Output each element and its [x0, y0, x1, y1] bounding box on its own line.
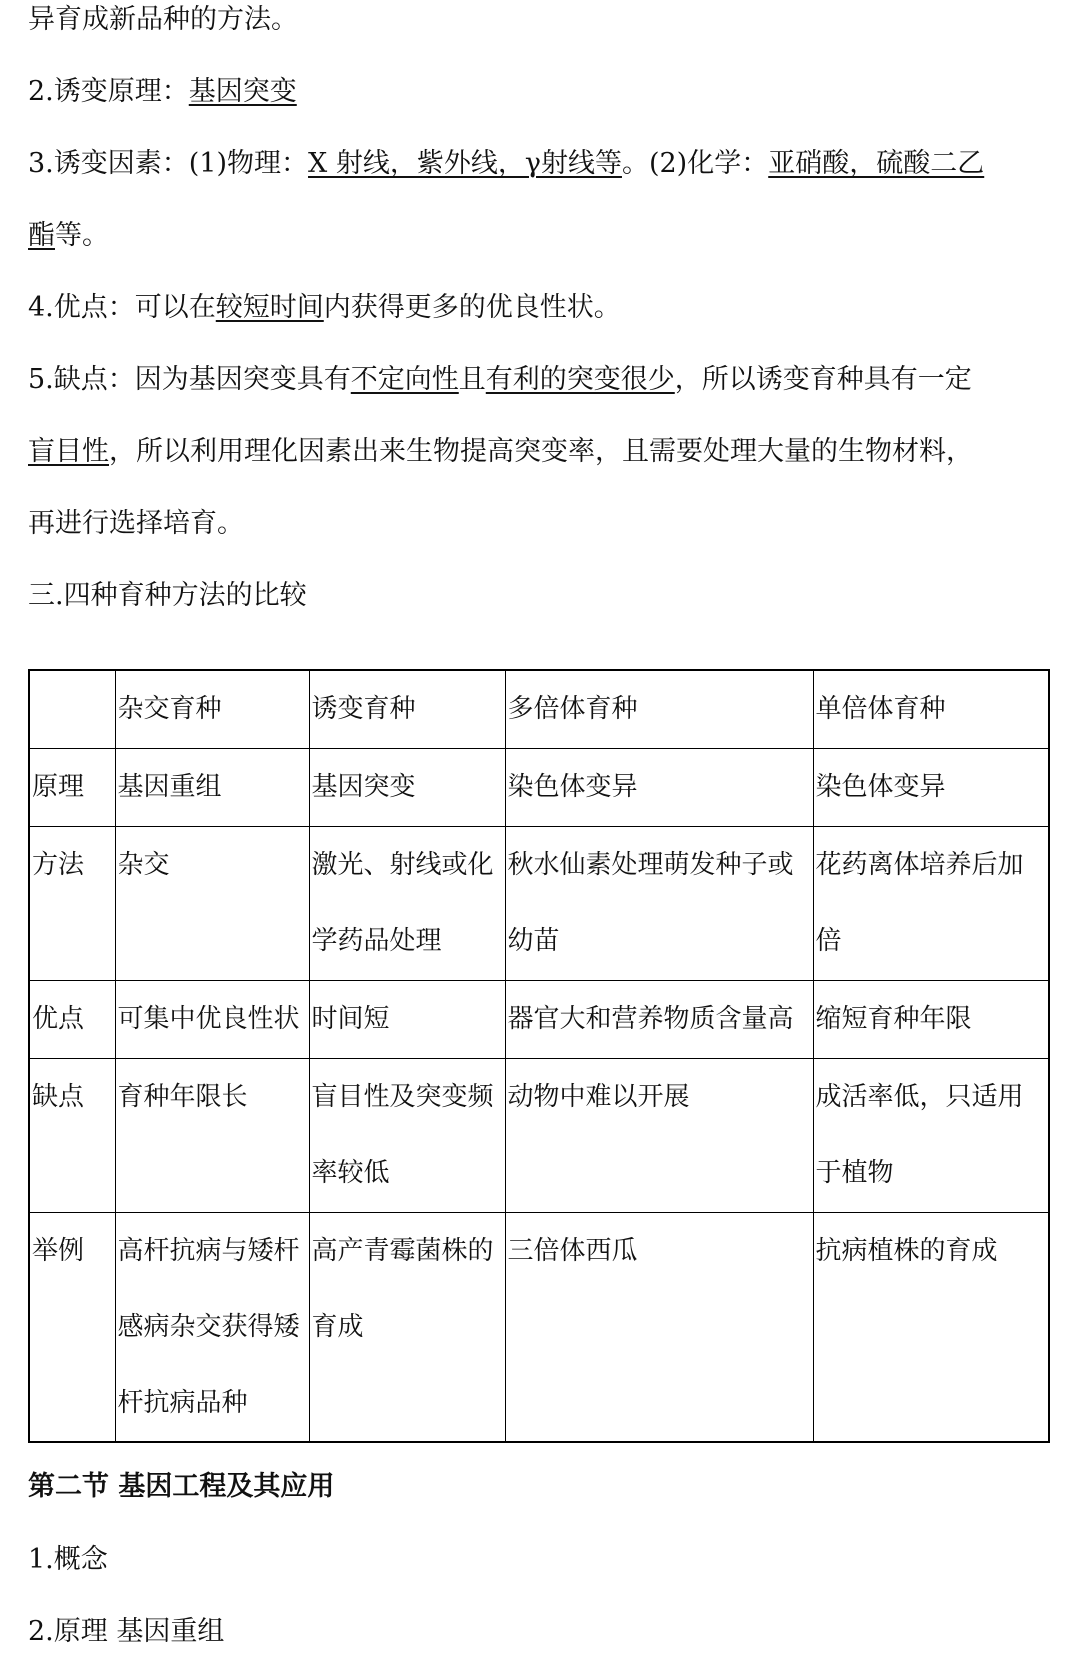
underlined-term: 较短时间 [215, 292, 324, 323]
text-line-mutation-factors [28, 144, 1058, 184]
table-row-label: 原理 [29, 748, 115, 826]
table-cell: 染色体变异 [505, 748, 813, 826]
text-segment: 再进行选择培育。 [28, 508, 244, 539]
table-cell: 基因突变 [309, 748, 505, 826]
table-cell: 育种年限长 [115, 1058, 309, 1212]
table-cell: 抗病植株的育成 [813, 1212, 1049, 1442]
table-row [29, 1058, 1049, 1212]
table-cell: 染色体变异 [813, 748, 1049, 826]
text-segment: 异育成新品种的方法。 [28, 4, 298, 35]
underlined-term: 盲目性 [28, 436, 109, 467]
table-row [29, 980, 1049, 1058]
table-cell: 秋水仙素处理萌发种子或幼苗 [505, 826, 813, 980]
text-segment: 第二节 基因工程及其应用 [28, 1471, 335, 1502]
text-segment: 3.诱变因素：(1)物理： [28, 148, 309, 179]
text-line-disadvantage-cont [28, 432, 1058, 472]
table-header-cell [29, 670, 115, 748]
table-row [29, 1212, 1049, 1442]
table-cell: 杂交 [115, 826, 309, 980]
table-cell: 器官大和营养物质含量高 [505, 980, 813, 1058]
text-line-disadvantage [28, 360, 1058, 400]
text-line-mutation-factors-cont [28, 216, 1058, 256]
table-cell: 基因重组 [115, 748, 309, 826]
table-cell: 缩短育种年限 [813, 980, 1049, 1058]
table-row-label: 举例 [29, 1212, 115, 1442]
text-segment: ，所以利用理化因素出来生物提高突变率，且需要处理大量的生物材料， [109, 436, 973, 467]
text-line-mutation-principle [28, 72, 1058, 112]
table-cell: 动物中难以开展 [505, 1058, 813, 1212]
text-segment: 1.概念 [28, 1544, 108, 1575]
text-segment: 内获得更多的优良性状。 [323, 292, 621, 323]
table-cell: 高产青霉菌株的育成 [309, 1212, 505, 1442]
underlined-term: 不定向性 [350, 364, 459, 395]
table-cell: 高杆抗病与矮杆感病杂交获得矮杆抗病品种 [115, 1212, 309, 1442]
table-row [29, 748, 1049, 826]
text-segment: 三.四种育种方法的比较 [28, 580, 307, 611]
section-title-gene-engineering [28, 1467, 1058, 1507]
text-segment: 。(2)化学： [621, 148, 769, 179]
text-line-selection [28, 504, 1058, 544]
section-heading-comparison [28, 576, 1058, 616]
list-item-principle [28, 1612, 1058, 1652]
table-cell: 盲目性及突变频率较低 [309, 1058, 505, 1212]
text-line-method-end [28, 0, 1058, 40]
text-segment: ，所以诱变育种具有一定 [674, 364, 972, 395]
text-segment: 5.缺点：因为基因突变具有 [28, 364, 351, 395]
underlined-term: 亚硝酸，硫酸二乙 [768, 148, 985, 179]
breeding-comparison-table [28, 669, 1050, 1443]
table-row-label: 缺点 [29, 1058, 115, 1212]
table-cell: 时间短 [309, 980, 505, 1058]
underlined-term: 基因突变 [188, 76, 297, 107]
text-segment: 2.诱变原理： [28, 76, 189, 107]
text-segment: 等。 [55, 220, 109, 251]
table-cell: 激光、射线或化学药品处理 [309, 826, 505, 980]
table-row [29, 826, 1049, 980]
text-line-advantage [28, 288, 1058, 328]
table-row-label: 方法 [29, 826, 115, 980]
table-cell: 花药离体培养后加倍 [813, 826, 1049, 980]
table-row-label: 优点 [29, 980, 115, 1058]
underlined-term: 酯 [28, 220, 55, 251]
table-header-row [29, 670, 1049, 748]
table-header-cell: 多倍体育种 [505, 670, 813, 748]
table-header-cell: 杂交育种 [115, 670, 309, 748]
table-cell: 三倍体西瓜 [505, 1212, 813, 1442]
table-cell: 成活率低，只适用于植物 [813, 1058, 1049, 1212]
table-header-cell: 单倍体育种 [813, 670, 1049, 748]
table-header-cell: 诱变育种 [309, 670, 505, 748]
text-segment: 2.原理 基因重组 [28, 1616, 225, 1647]
underlined-term: 有利的突变很少 [485, 364, 675, 395]
underlined-term: X 射线，紫外线，γ射线等 [308, 148, 622, 179]
table-cell: 可集中优良性状 [115, 980, 309, 1058]
list-item-concept [28, 1540, 1058, 1580]
text-segment: 4.优点：可以在 [28, 292, 216, 323]
text-segment: 且 [458, 364, 486, 395]
